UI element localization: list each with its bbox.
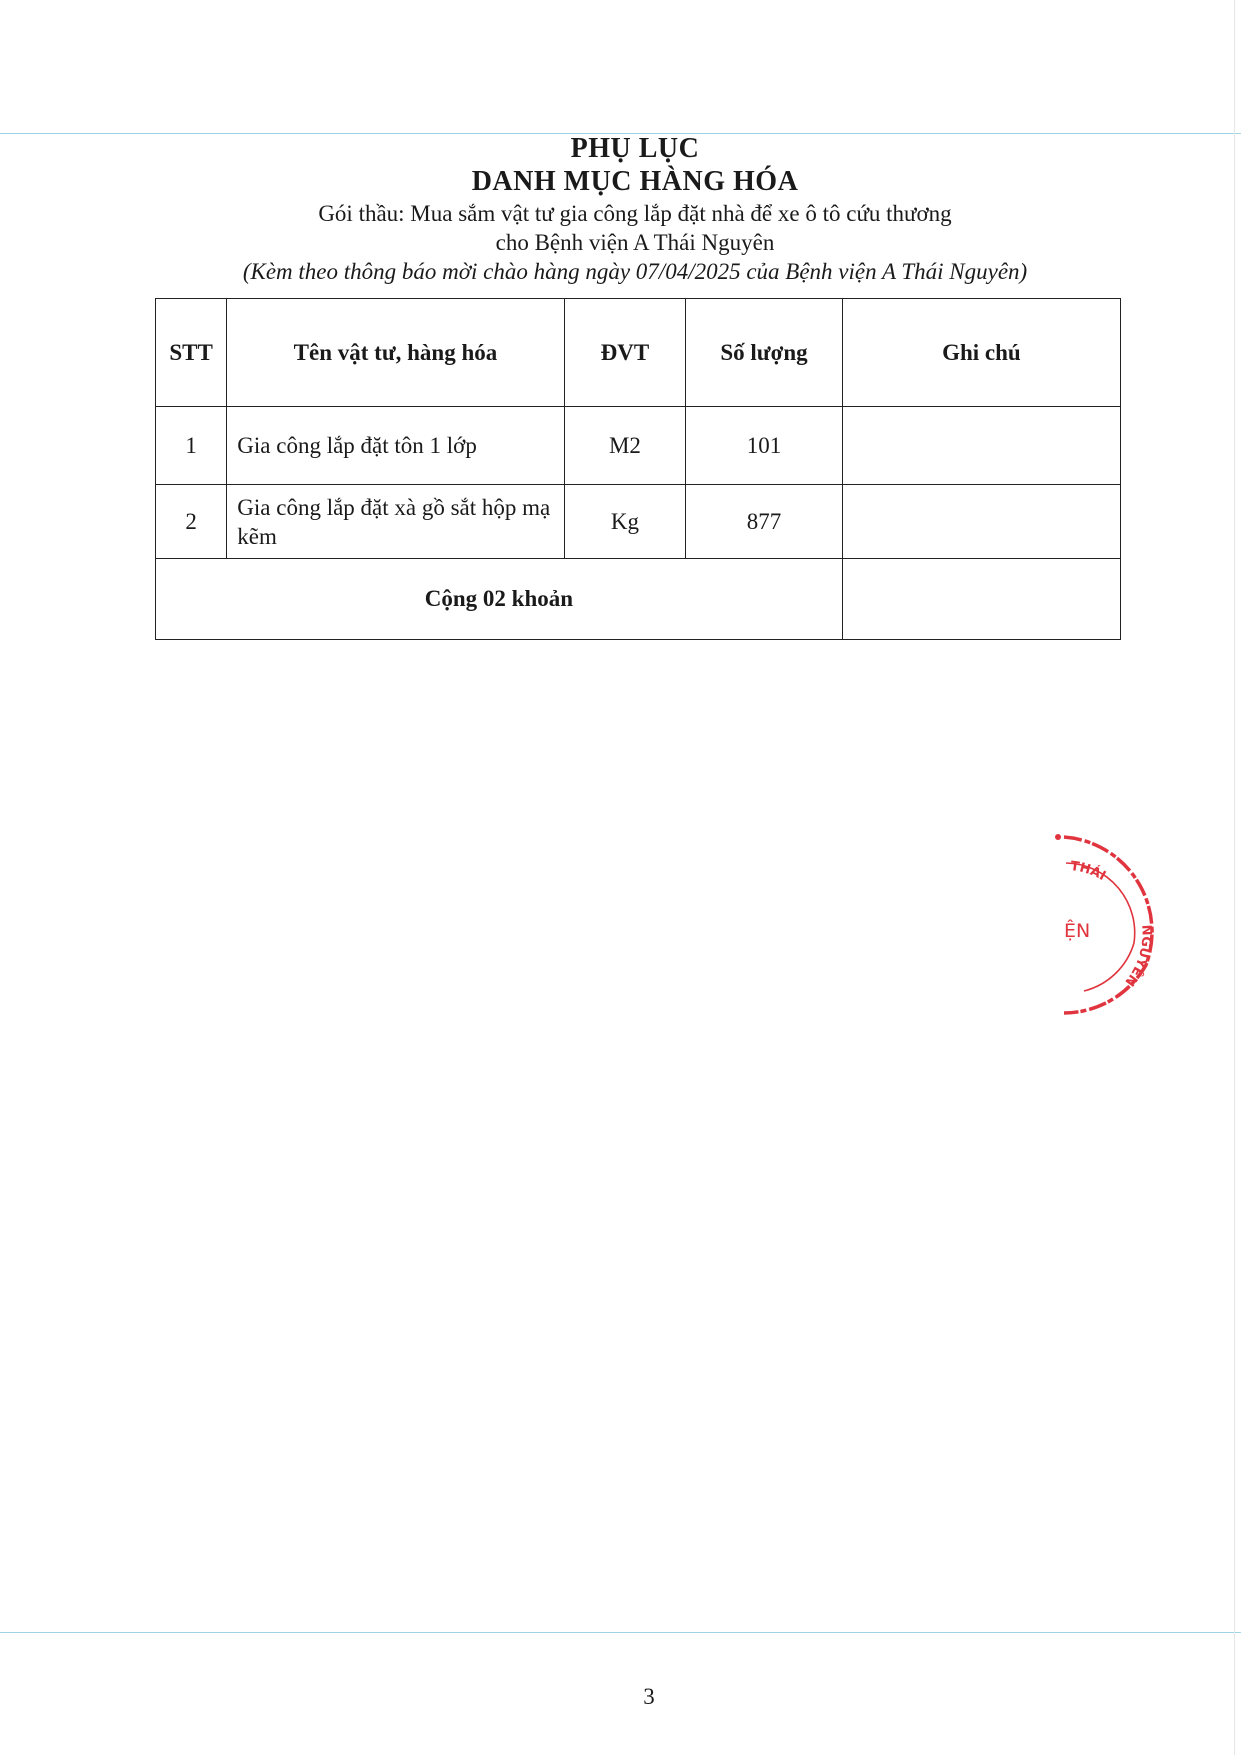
cell-unit: Kg — [564, 485, 686, 559]
cell-note — [842, 407, 1120, 485]
goods-table — [155, 298, 1121, 640]
page-number: 3 — [643, 1684, 655, 1709]
cell-stt: 2 — [156, 485, 227, 559]
seal-text-right: NGUYÊN — [1121, 924, 1154, 989]
cell-note — [842, 485, 1120, 559]
footer-rule-line — [0, 1632, 1241, 1633]
header-note: Ghi chú — [842, 299, 1120, 407]
table-total-row — [156, 559, 1121, 640]
header-unit: ĐVT — [564, 299, 686, 407]
official-seal-stamp — [1050, 825, 1160, 1025]
table-row — [156, 485, 1121, 559]
cell-quantity: 877 — [686, 485, 843, 559]
svg-text:NGUYÊN — [1121, 924, 1153, 988]
cell-quantity: 101 — [686, 407, 843, 485]
header-quantity: Số lượng — [686, 299, 843, 407]
package-description: Gói thầu: Mua sắm vật tư gia công lắp đặt nhà để xe ô tô cứu thương — [318, 201, 952, 226]
document-title: PHỤ LỤC — [570, 133, 700, 164]
cell-unit: M2 — [564, 407, 686, 485]
header-stt: STT — [156, 299, 227, 407]
total-note — [842, 559, 1120, 640]
cell-item-name: Gia công lắp đặt tôn 1 lớp — [227, 407, 564, 485]
seal-text-top: THÁI — [1069, 858, 1109, 885]
cell-stt: 1 — [156, 407, 227, 485]
package-recipient: cho Bệnh viện A Thái Nguyên — [495, 230, 775, 255]
document-subtitle-heading: DANH MỤC HÀNG HÓA — [471, 166, 799, 197]
total-label: Cộng 02 khoản — [156, 559, 843, 640]
table-header-row — [156, 299, 1121, 407]
seal-text-middle: ỆN — [1064, 920, 1091, 942]
cell-item-name: Gia công lắp đặt xà gồ sắt hộp mạ kẽm — [227, 485, 564, 559]
table-row — [156, 407, 1121, 485]
header-item-name: Tên vật tư, hàng hóa — [227, 299, 564, 407]
svg-text:THÁI — [1069, 859, 1108, 884]
attachment-note: (Kèm theo thông báo mời chào hàng ngày 07/04/2025 của Bệnh viện A Thái Nguyên) — [242, 259, 1028, 284]
